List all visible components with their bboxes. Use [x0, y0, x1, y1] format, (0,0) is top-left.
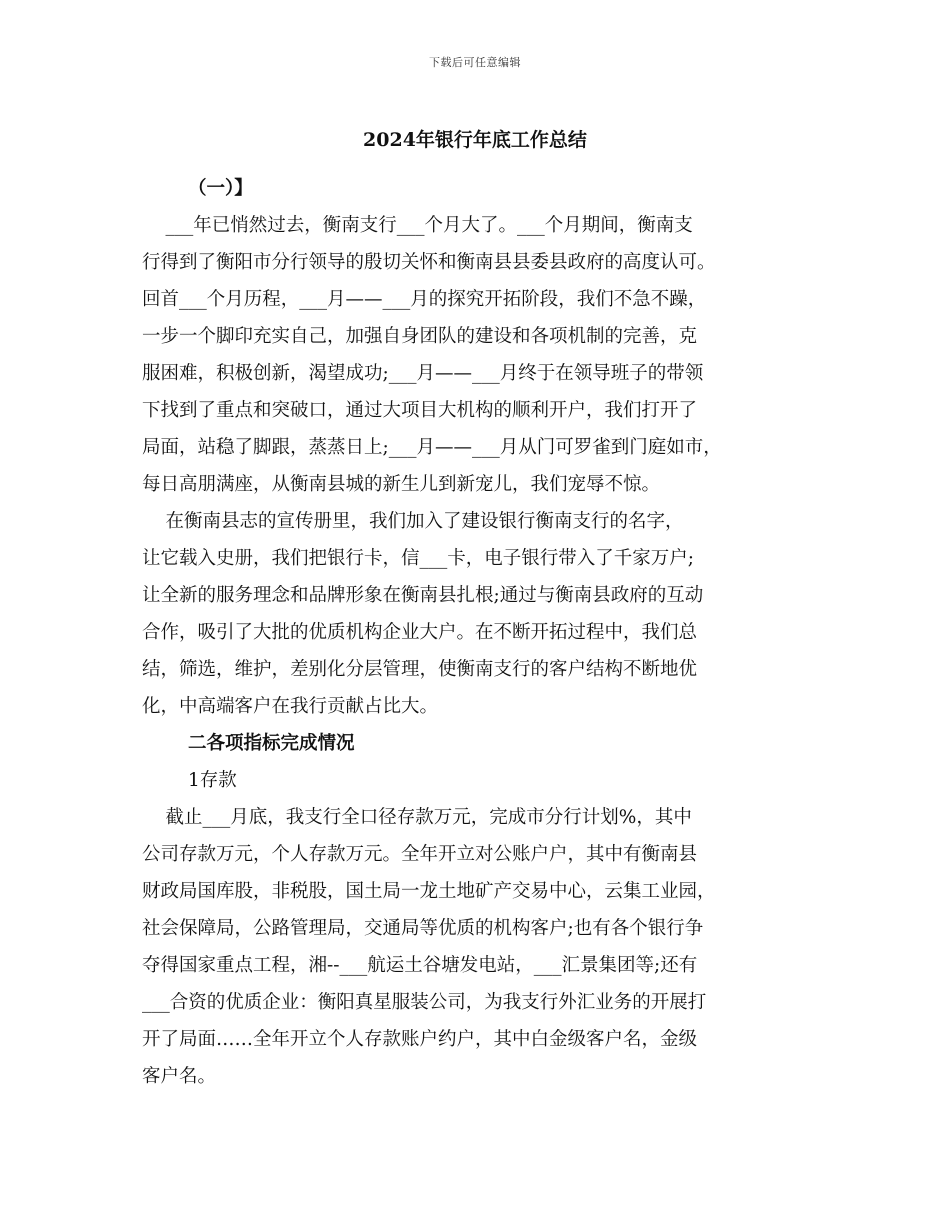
- paragraph-line: 夺得国家重点工程，湘--___航运土谷塘发电站，___汇景集团等;还有: [142, 955, 698, 976]
- paragraph-line: 让它载入史册，我们把银行卡，信___卡，电子银行带入了千家万户;: [142, 548, 694, 569]
- paragraph-line: 在衡南县志的宣传册里，我们加入了建设银行衡南支行的名字，: [142, 511, 684, 532]
- paragraph-line: 行得到了衡阳市分行领导的殷切关怀和衡南县县委县政府的高度认可。: [142, 252, 716, 273]
- document-title: 2024年银行年底工作总结: [363, 129, 587, 151]
- header-note: 下载后可任意编辑: [429, 56, 521, 69]
- section-one-heading: （一）】: [188, 178, 253, 199]
- paragraph-line: 下找到了重点和突破口，通过大项目大机构的顺利开户，我们打开了: [142, 400, 698, 421]
- paragraph-line: 让全新的服务理念和品牌形象在衡南县扎根;通过与衡南县政府的互动: [142, 585, 704, 606]
- paragraph-line: 服困难，积极创新，渴望成功;___月——___月终于在领导班子的带领: [142, 363, 704, 384]
- paragraph-3: [142, 799, 822, 1095]
- document-body: [142, 170, 822, 1095]
- paragraph-1: [142, 207, 822, 503]
- paragraph-line: ___合资的优质企业：衡阳真星服装公司，为我支行外汇业务的开展打: [142, 992, 707, 1013]
- paragraph-line: 回首___个月历程，___月——___月的探究开拓阶段，我们不急不躁，: [142, 289, 707, 310]
- paragraph-line: 合作，吸引了大批的优质机构企业大户。在不断开拓过程中，我们总: [142, 622, 698, 643]
- paragraph-line: 化，中高端客户在我行贡献占比大。: [142, 696, 439, 717]
- paragraph-line: 局面，站稳了脚跟，蒸蒸日上;___月——___月从门可罗雀到门庭如市，: [142, 437, 722, 458]
- paragraph-line: 开了局面……全年开立个人存款账户约户，其中白金级客户名，金级: [142, 1029, 698, 1050]
- paragraph-line: 社会保障局，公路管理局，交通局等优质的机构客户;也有各个银行争: [142, 918, 704, 939]
- paragraph-line: 结，筛选，维护，差别化分层管理，使衡南支行的客户结构不断地优: [142, 659, 698, 680]
- subsection-deposit-heading: 1存款: [188, 770, 237, 791]
- paragraph-line: 公司存款万元，个人存款万元。全年开立对公账户户，其中有衡南县: [142, 844, 698, 865]
- section-two-heading: 二各项指标完成情况: [188, 733, 355, 754]
- paragraph-line: 一步一个脚印充实自己，加强自身团队的建设和各项机制的完善，克: [142, 326, 698, 347]
- paragraph-line: 每日高朋满座，从衡南县城的新生儿到新宠儿，我们宠辱不惊。: [142, 474, 661, 495]
- paragraph-line: 客户名。: [142, 1066, 217, 1087]
- paragraph-line: ___年已悄然过去，衡南支行___个月大了。___个月期间，衡南支: [142, 215, 693, 236]
- paragraph-line: 截止___月底，我支行全口径存款万元，完成市分行计划%，其中: [142, 807, 692, 828]
- paragraph-line: 财政局国库股，非税股，国土局一龙土地矿产交易中心，云集工业园，: [142, 881, 716, 902]
- paragraph-2: [142, 503, 822, 725]
